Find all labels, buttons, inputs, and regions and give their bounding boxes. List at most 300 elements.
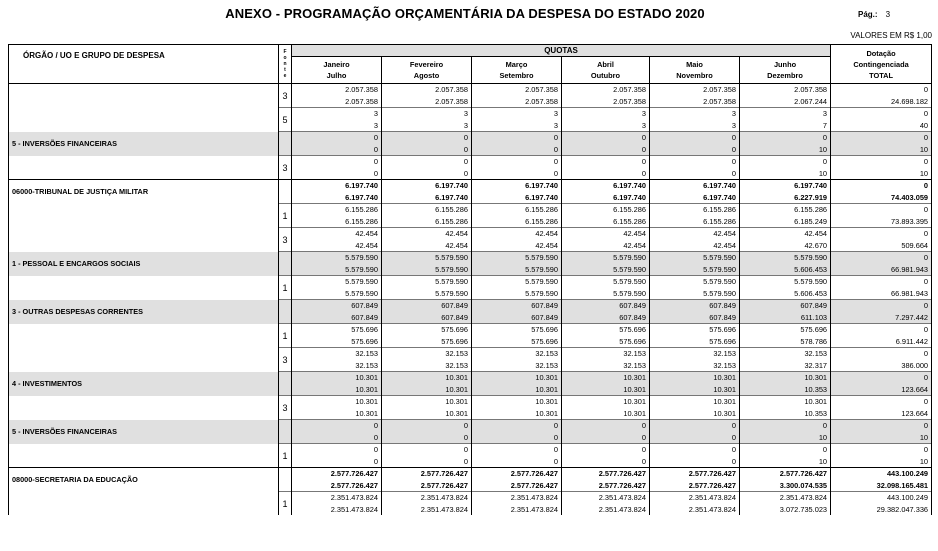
quota-value: 32.153 (562, 360, 650, 372)
quota-value: 5.579.590 (472, 252, 562, 264)
dotacao-value: 0 (831, 156, 932, 168)
quota-value: 0 (562, 432, 650, 444)
quota-value: 2.351.473.824 (292, 492, 382, 504)
fonte-letter: t (284, 67, 286, 73)
quota-value: 3 (472, 120, 562, 132)
dotacao-value: 0 (831, 108, 932, 120)
quota-value: 42.454 (740, 228, 831, 240)
dotacao-value: 0 (831, 252, 932, 264)
quota-value: 0 (650, 132, 740, 144)
orgao-label (9, 324, 279, 348)
dotacao-value: 0 (831, 276, 932, 288)
fonte-code: 3 (279, 348, 292, 372)
dotacao-line: TOTAL (869, 70, 894, 80)
orgao-label (9, 108, 279, 132)
quota-value: 6.197.740 (650, 192, 740, 204)
quota-value: 6.155.286 (740, 204, 831, 216)
quota-value: 42.670 (740, 240, 831, 252)
quota-value: 6.197.740 (562, 192, 650, 204)
quota-value: 32.153 (650, 360, 740, 372)
dotacao-value: 29.382.047.336 (831, 504, 932, 516)
quota-value: 10.301 (562, 372, 650, 384)
dotacao-value: 0 (831, 348, 932, 360)
dotacao-value: 443.100.249 (831, 468, 932, 480)
quota-value: 2.057.358 (472, 96, 562, 108)
quota-value: 0 (562, 132, 650, 144)
fonte-code: 1 (279, 204, 292, 228)
quota-value: 0 (740, 420, 831, 432)
quota-value: 607.849 (382, 300, 472, 312)
table-row (9, 276, 932, 288)
quota-value: 6.155.286 (650, 204, 740, 216)
orgao-label (9, 156, 279, 180)
quota-value: 6.155.286 (472, 204, 562, 216)
dotacao-value: 386.000 (831, 360, 932, 372)
quota-value: 2.577.726.427 (562, 468, 650, 480)
quota-value: 10.301 (382, 396, 472, 408)
quota-value: 2.057.358 (292, 96, 382, 108)
quota-value: 607.849 (740, 300, 831, 312)
quota-value: 5.579.590 (650, 288, 740, 300)
quota-value: 0 (472, 432, 562, 444)
quota-value: 3 (650, 120, 740, 132)
quota-value: 2.057.358 (650, 96, 740, 108)
quota-value: 0 (472, 132, 562, 144)
quota-value: 0 (740, 156, 831, 168)
quota-value: 575.696 (562, 336, 650, 348)
quota-value: 6.155.286 (562, 216, 650, 228)
dotacao-value: 74.403.059 (831, 192, 932, 204)
quota-value: 0 (740, 444, 831, 456)
quota-value: 5.579.590 (740, 252, 831, 264)
quota-value: 0 (382, 156, 472, 168)
quota-value: 0 (382, 432, 472, 444)
quota-value: 2.577.726.427 (472, 480, 562, 492)
quota-value: 0 (472, 444, 562, 456)
quota-value: 0 (650, 456, 740, 468)
quota-value: 0 (650, 156, 740, 168)
table-row (9, 444, 932, 456)
quota-value: 0 (292, 456, 382, 468)
quota-value: 575.696 (562, 324, 650, 336)
dotacao-value: 0 (831, 420, 932, 432)
column-header-month (740, 57, 831, 84)
quota-value: 0 (292, 444, 382, 456)
table-row (9, 252, 932, 264)
quota-value: 607.849 (292, 300, 382, 312)
dotacao-value: 73.893.395 (831, 216, 932, 228)
quota-value: 0 (292, 168, 382, 180)
month-label: Julho (326, 71, 347, 80)
quota-value: 0 (382, 144, 472, 156)
quota-value: 3 (292, 120, 382, 132)
fonte-code: 1 (279, 324, 292, 348)
quota-value: 5.579.590 (382, 252, 472, 264)
quota-value: 5.579.590 (292, 252, 382, 264)
dotacao-value: 123.664 (831, 408, 932, 420)
dotacao-value: 0 (831, 228, 932, 240)
quota-value: 0 (562, 456, 650, 468)
quota-value: 3 (382, 108, 472, 120)
quota-value: 5.579.590 (562, 288, 650, 300)
dotacao-value: 10 (831, 456, 932, 468)
quota-value: 0 (562, 444, 650, 456)
dotacao-value: 0 (831, 132, 932, 144)
quota-value: 2.057.358 (650, 84, 740, 96)
quota-value: 42.454 (382, 228, 472, 240)
column-header-orgao: ÓRGÃO / UO E GRUPO DE DESPESA (9, 45, 279, 84)
fonte-code: 5 (279, 108, 292, 132)
quota-value: 10.301 (740, 372, 831, 384)
quota-value: 5.579.590 (292, 264, 382, 276)
quota-value: 2.057.358 (562, 84, 650, 96)
quota-value: 10.353 (740, 408, 831, 420)
quota-value: 32.153 (292, 360, 382, 372)
quota-value: 10.301 (650, 396, 740, 408)
quota-value: 5.579.590 (472, 264, 562, 276)
quota-value: 10 (740, 432, 831, 444)
quota-value: 6.155.286 (650, 216, 740, 228)
table-row (9, 204, 932, 216)
quota-value: 0 (650, 444, 740, 456)
quota-value: 2.577.726.427 (740, 468, 831, 480)
quota-value: 5.579.590 (650, 252, 740, 264)
quota-value: 2.057.358 (740, 84, 831, 96)
quota-value: 6.155.286 (382, 216, 472, 228)
fonte-code: 3 (279, 156, 292, 180)
quota-value: 2.351.473.824 (472, 504, 562, 516)
quota-value: 5.606.453 (740, 264, 831, 276)
quota-value: 5.579.590 (382, 276, 472, 288)
orgao-label (9, 276, 279, 300)
quota-value: 10.301 (292, 396, 382, 408)
quota-value: 5.579.590 (650, 276, 740, 288)
dotacao-value: 32.098.165.481 (831, 480, 932, 492)
table-row (9, 468, 932, 480)
quota-value: 0 (382, 132, 472, 144)
quota-value: 32.153 (740, 348, 831, 360)
quota-value: 10.301 (292, 384, 382, 396)
quota-value: 6.155.286 (292, 204, 382, 216)
fonte-code (279, 180, 292, 204)
quota-value: 10.301 (740, 396, 831, 408)
quota-value: 2.351.473.824 (740, 492, 831, 504)
quota-value: 0 (650, 144, 740, 156)
quota-value: 10.301 (650, 372, 740, 384)
quota-value: 32.153 (650, 348, 740, 360)
dotacao-value: 0 (831, 204, 932, 216)
quota-value: 607.849 (472, 300, 562, 312)
fonte-letter: n (283, 61, 287, 67)
quota-value: 10.301 (562, 408, 650, 420)
quota-value: 6.197.740 (472, 180, 562, 192)
month-label: Agosto (413, 71, 440, 80)
quota-value: 0 (650, 420, 740, 432)
quota-value: 0 (472, 456, 562, 468)
quota-value: 575.696 (650, 336, 740, 348)
quota-value: 10 (740, 456, 831, 468)
quota-value: 6.197.740 (472, 192, 562, 204)
quota-value: 3 (472, 108, 562, 120)
quota-value: 5.579.590 (740, 276, 831, 288)
orgao-label (9, 444, 279, 468)
page-label: Pág.: (858, 10, 878, 19)
month-label: Abril (597, 60, 614, 69)
fonte-code (279, 468, 292, 492)
quota-value: 607.849 (562, 300, 650, 312)
quota-value: 0 (650, 432, 740, 444)
quota-value: 42.454 (562, 228, 650, 240)
table-row (9, 324, 932, 336)
quota-value: 0 (292, 432, 382, 444)
quota-value: 6.197.740 (382, 180, 472, 192)
quota-value: 6.155.286 (472, 216, 562, 228)
quota-value: 2.577.726.427 (382, 480, 472, 492)
fonte-code: 3 (279, 84, 292, 108)
quota-value: 10.301 (382, 408, 472, 420)
quota-value: 32.153 (472, 360, 562, 372)
month-label: Fevereiro (409, 60, 444, 69)
quota-value: 0 (382, 444, 472, 456)
quota-value: 6.197.740 (650, 180, 740, 192)
orgao-label (9, 84, 279, 108)
quota-value: 0 (292, 156, 382, 168)
quota-value: 5.579.590 (292, 288, 382, 300)
orgao-label: 4 - INVESTIMENTOS (9, 372, 279, 396)
quota-value: 0 (292, 420, 382, 432)
quota-value: 42.454 (562, 240, 650, 252)
quota-value: 2.351.473.824 (382, 492, 472, 504)
column-header-dotacao (831, 45, 932, 84)
quota-value: 10.301 (382, 372, 472, 384)
table-row (9, 132, 932, 144)
quota-value: 607.849 (650, 312, 740, 324)
dotacao-line: Contingenciada (853, 59, 909, 69)
fonte-code: 1 (279, 276, 292, 300)
fonte-code (279, 420, 292, 444)
month-label: Outubro (590, 71, 621, 80)
table-row (9, 108, 932, 120)
orgao-label (9, 492, 279, 516)
quota-value: 6.155.286 (292, 216, 382, 228)
fonte-letter: F (283, 49, 287, 55)
quota-value: 0 (740, 132, 831, 144)
orgao-label: 5 - INVERSÕES FINANCEIRAS (9, 132, 279, 156)
dotacao-value: 10 (831, 432, 932, 444)
quota-value: 2.057.358 (562, 96, 650, 108)
quota-value: 42.454 (292, 240, 382, 252)
quota-value: 10 (740, 144, 831, 156)
month-label: Novembro (676, 71, 713, 80)
dotacao-value: 123.664 (831, 384, 932, 396)
quota-value: 5.579.590 (562, 276, 650, 288)
column-header-quotas: QUOTAS (292, 45, 831, 57)
column-header-fonte (279, 45, 292, 84)
quota-value: 607.849 (382, 312, 472, 324)
currency-note: VALORES EM R$ 1,00 (850, 31, 932, 40)
quota-value: 5.579.590 (472, 288, 562, 300)
fonte-code: 1 (279, 492, 292, 516)
table-row (9, 180, 932, 192)
quota-value: 42.454 (292, 228, 382, 240)
quota-value: 0 (650, 168, 740, 180)
column-header-month (562, 57, 650, 84)
quota-value: 2.057.358 (472, 84, 562, 96)
dotacao-line: Dotação (866, 48, 896, 58)
quota-value: 2.067.244 (740, 96, 831, 108)
orgao-label (9, 228, 279, 252)
quota-value: 5.579.590 (472, 276, 562, 288)
quota-value: 10.301 (292, 408, 382, 420)
column-header-month (472, 57, 562, 84)
quota-value: 10.301 (472, 384, 562, 396)
quota-value: 3 (562, 108, 650, 120)
orgao-label: 06000-TRIBUNAL DE JUSTIÇA MILITAR (9, 180, 279, 204)
quota-value: 42.454 (472, 240, 562, 252)
quota-value: 42.454 (382, 240, 472, 252)
orgao-label: 1 - PESSOAL E ENCARGOS SOCIAIS (9, 252, 279, 276)
quota-value: 2.577.726.427 (562, 480, 650, 492)
table-row (9, 300, 932, 312)
orgao-label: 08000-SECRETARIA DA EDUCAÇÃO (9, 468, 279, 492)
quota-value: 2.351.473.824 (382, 504, 472, 516)
quota-value: 575.696 (382, 336, 472, 348)
quota-value: 0 (382, 456, 472, 468)
dotacao-value: 0 (831, 324, 932, 336)
quota-value: 32.153 (292, 348, 382, 360)
quota-value: 0 (382, 168, 472, 180)
quota-value: 2.577.726.427 (650, 480, 740, 492)
quota-value: 10.301 (382, 384, 472, 396)
quota-value: 5.579.590 (382, 264, 472, 276)
quota-value: 578.786 (740, 336, 831, 348)
dotacao-value: 66.981.943 (831, 264, 932, 276)
quota-value: 2.577.726.427 (650, 468, 740, 480)
quota-value: 32.153 (382, 360, 472, 372)
quota-value: 2.351.473.824 (650, 492, 740, 504)
quota-value: 10.353 (740, 384, 831, 396)
table-row (9, 228, 932, 240)
orgao-label: 3 - OUTRAS DESPESAS CORRENTES (9, 300, 279, 324)
quota-value: 607.849 (472, 312, 562, 324)
orgao-label: 5 - INVERSÕES FINANCEIRAS (9, 420, 279, 444)
quota-value: 2.057.358 (292, 84, 382, 96)
quota-value: 6.155.286 (382, 204, 472, 216)
dotacao-value: 66.981.943 (831, 288, 932, 300)
quota-value: 7 (740, 120, 831, 132)
fonte-letter: o (283, 55, 287, 61)
quota-value: 6.197.740 (562, 180, 650, 192)
fonte-letter: e (283, 73, 287, 79)
dotacao-value: 0 (831, 84, 932, 96)
quota-value: 10.301 (562, 384, 650, 396)
fonte-code (279, 132, 292, 156)
quota-value: 42.454 (472, 228, 562, 240)
quota-value: 2.351.473.824 (472, 492, 562, 504)
quota-value: 5.579.590 (562, 264, 650, 276)
quota-value: 575.696 (472, 336, 562, 348)
quota-value: 0 (472, 144, 562, 156)
quota-value: 575.696 (292, 324, 382, 336)
page-number: 3 (885, 10, 891, 19)
quota-value: 607.849 (292, 312, 382, 324)
table-row (9, 420, 932, 432)
month-label: Dezembro (767, 71, 803, 80)
quota-value: 10 (740, 168, 831, 180)
quota-value: 2.577.726.427 (292, 468, 382, 480)
column-header-month (650, 57, 740, 84)
month-label: Junho (773, 60, 797, 69)
table-row (9, 156, 932, 168)
quota-value: 2.057.358 (382, 84, 472, 96)
quota-value: 3.300.074.535 (740, 480, 831, 492)
quota-value: 2.351.473.824 (292, 504, 382, 516)
quota-value: 2.351.473.824 (562, 492, 650, 504)
quota-value: 607.849 (650, 300, 740, 312)
fonte-code: 3 (279, 228, 292, 252)
quota-value: 0 (562, 420, 650, 432)
quota-value: 32.153 (562, 348, 650, 360)
dotacao-value: 6.911.442 (831, 336, 932, 348)
quota-value: 0 (562, 156, 650, 168)
orgao-label (9, 204, 279, 228)
quota-value: 0 (472, 168, 562, 180)
quota-value: 0 (292, 132, 382, 144)
quota-value: 575.696 (472, 324, 562, 336)
quota-value: 2.351.473.824 (562, 504, 650, 516)
quota-value: 575.696 (740, 324, 831, 336)
quota-value: 5.579.590 (292, 276, 382, 288)
orgao-label (9, 396, 279, 420)
quota-value: 10.301 (650, 384, 740, 396)
quota-value: 0 (562, 168, 650, 180)
quota-value: 10.301 (650, 408, 740, 420)
fonte-code (279, 252, 292, 276)
dotacao-value: 0 (831, 396, 932, 408)
month-label: Maio (686, 60, 703, 69)
quota-value: 2.351.473.824 (650, 504, 740, 516)
dotacao-value: 40 (831, 120, 932, 132)
quota-value: 575.696 (650, 324, 740, 336)
quota-value: 611.103 (740, 312, 831, 324)
quota-value: 6.155.286 (562, 204, 650, 216)
dotacao-value: 0 (831, 300, 932, 312)
quota-value: 0 (382, 420, 472, 432)
table-row (9, 492, 932, 504)
quota-value: 6.197.740 (382, 192, 472, 204)
quota-value: 3 (740, 108, 831, 120)
quota-value: 6.197.740 (292, 192, 382, 204)
quota-value: 0 (472, 156, 562, 168)
quota-value: 5.606.453 (740, 288, 831, 300)
quota-value: 6.197.740 (292, 180, 382, 192)
quota-value: 0 (292, 144, 382, 156)
fonte-code: 1 (279, 444, 292, 468)
quota-value: 6.227.919 (740, 192, 831, 204)
month-label: Setembro (499, 71, 534, 80)
quota-value: 575.696 (382, 324, 472, 336)
quota-value: 42.454 (650, 240, 740, 252)
report-title: ANEXO - PROGRAMAÇÃO ORÇAMENTÁRIA DA DESPESA DO ESTADO 2020 (225, 6, 705, 21)
quota-value: 10.301 (472, 372, 562, 384)
dotacao-value: 509.664 (831, 240, 932, 252)
fonte-code: 3 (279, 396, 292, 420)
fonte-code (279, 300, 292, 324)
fonte-code (279, 372, 292, 396)
dotacao-value: 443.100.249 (831, 492, 932, 504)
table-row (9, 372, 932, 384)
quota-value: 0 (562, 144, 650, 156)
